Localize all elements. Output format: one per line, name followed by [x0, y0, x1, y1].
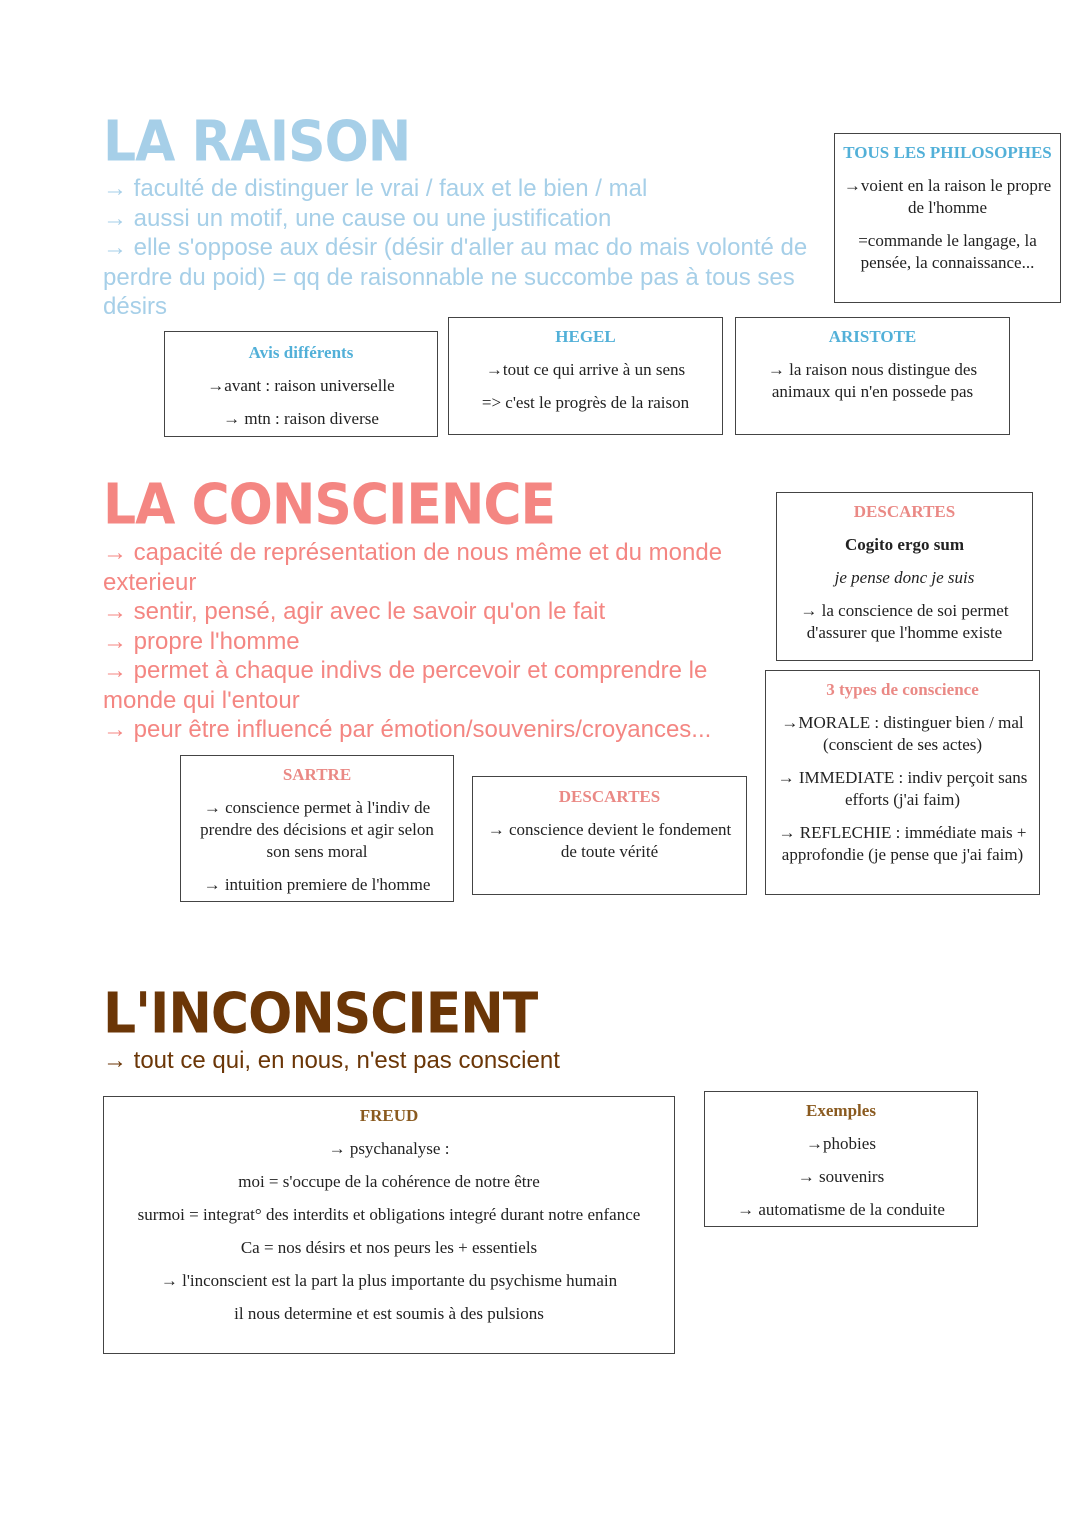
- box-line: → conscience devient le fondement de toute vérité: [487, 820, 732, 861]
- box-title: Avis différents: [248, 343, 354, 362]
- box-hegel: [448, 317, 723, 435]
- box-line: →tout ce qui arrive à un sens: [485, 360, 686, 379]
- box-line: → intuition premiere de l'homme: [203, 875, 431, 894]
- box-line: → souvenirs: [797, 1167, 885, 1186]
- conscience-bullets: [103, 538, 768, 745]
- box-title: DESCARTES: [558, 787, 661, 806]
- box-line: → la raison nous distingue des animaux qui n'en possede pas: [767, 360, 978, 401]
- conscience-bullet: → permet à chaque indivs de percevoir et comprendre le monde qui l'entour: [103, 657, 708, 714]
- box-line: moi = s'occupe de la cohérence de notre être: [238, 1172, 540, 1191]
- box-aristote: [735, 317, 1010, 435]
- box-freud: [103, 1096, 675, 1354]
- box-title: Exemples: [806, 1101, 876, 1120]
- box-title: DESCARTES: [853, 502, 956, 521]
- conscience-bullet: → capacité de représentation de nous même et du monde exterieur: [103, 539, 723, 596]
- inconscient-bullet: → tout ce qui, en nous, n'est pas conscient: [103, 1047, 560, 1074]
- box-line: Ca = nos désirs et nos peurs les + essentiels: [240, 1238, 538, 1257]
- box-descartes-cogito: [776, 492, 1033, 661]
- box-tous-les-philosophes: [834, 133, 1061, 303]
- box-line: → l'inconscient est la part la plus importante du psychisme humain: [160, 1271, 618, 1290]
- box-line: → IMMEDIATE : indiv perçoit sans efforts (j'ai faim): [777, 768, 1028, 809]
- box-line: →voient en la raison le propre de l'homme: [843, 176, 1052, 217]
- cogito-quote: Cogito ergo sum: [845, 535, 964, 554]
- box-line: → mtn : raison diverse: [223, 409, 379, 428]
- box-line: → la conscience de soi permet d'assurer que l'homme existe: [800, 601, 1009, 642]
- box-title: ARISTOTE: [828, 327, 917, 346]
- box-line: il nous determine et est soumis à des pulsions: [234, 1304, 544, 1323]
- box-line: surmoi = integrat° des interdits et obligations integré durant notre enfance: [137, 1205, 641, 1224]
- box-line: →MORALE : distinguer bien / mal (conscient de ses actes): [781, 713, 1024, 754]
- inconscient-title: L'INCONSCIENT: [103, 981, 538, 1047]
- box-sartre: [180, 755, 454, 902]
- box-3-types-de-conscience: [765, 670, 1040, 895]
- conscience-bullet: → sentir, pensé, agir avec le savoir qu'on le fait: [103, 598, 606, 625]
- raison-bullet: → aussi un motif, une cause ou une justification: [103, 204, 612, 232]
- box-title: FREUD: [359, 1106, 419, 1125]
- raison-title: LA RAISON: [103, 109, 411, 175]
- cogito-translation: je pense donc je suis: [834, 568, 975, 587]
- box-title: TOUS LES PHILOSOPHES: [843, 143, 1052, 162]
- box-avis-differents: [164, 331, 438, 437]
- raison-bullets: [103, 174, 818, 322]
- box-line: → REFLECHIE : immédiate mais + approfondie (je pense que j'ai faim): [778, 823, 1027, 864]
- box-title: 3 types de conscience: [826, 680, 979, 699]
- box-line: => c'est le progrès de la raison: [481, 393, 690, 412]
- raison-bullet: → elle s'oppose aux désir (désir d'aller au mac do mais volonté de perdre du poid) = qq de raisonnable ne succombe pas à tous ses désirs: [103, 234, 808, 320]
- inconscient-bullets: [103, 1046, 803, 1076]
- box-exemples: [704, 1091, 978, 1227]
- box-line: → conscience permet à l'indiv de prendre des décisions et agir selon son sens moral: [200, 798, 434, 861]
- box-title: HEGEL: [555, 327, 616, 346]
- box-line: =commande le langage, la pensée, la connaissance...: [858, 231, 1037, 272]
- conscience-title: LA CONSCIENCE: [103, 472, 556, 538]
- conscience-bullet: → propre l'homme: [103, 627, 300, 655]
- box-line: → automatisme de la conduite: [737, 1200, 945, 1219]
- box-line: → psychanalyse :: [328, 1139, 450, 1158]
- conscience-bullet: → peur être influencé par émotion/souvenirs/croyances...: [103, 716, 712, 743]
- box-line: →avant : raison universelle: [207, 376, 395, 395]
- box-descartes-verite: [472, 776, 747, 895]
- box-title: SARTRE: [282, 765, 352, 784]
- box-line: →phobies: [806, 1134, 876, 1153]
- raison-bullet: → faculté de distinguer le vrai / faux et le bien / mal: [103, 175, 648, 202]
